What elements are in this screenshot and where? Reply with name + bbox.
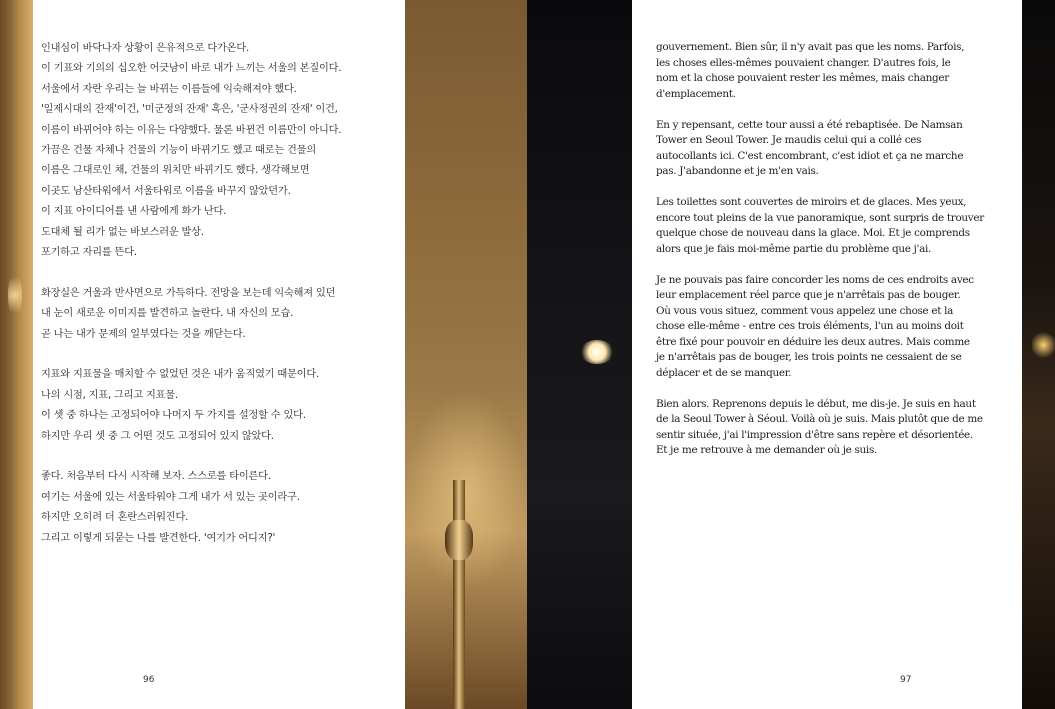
korean-line: 하지만 오히려 더 혼란스러워진다.	[41, 512, 189, 524]
korean-line: 이 기표와 기의의 십오한 어긋남이 바로 내가 느끼는 서울의 본질이다.	[41, 63, 342, 75]
french-line: encore tout pleins de la vue panoramique, sont surpris de trouver	[656, 211, 984, 224]
lamp-knob	[445, 520, 473, 560]
korean-line: 그리고 이렇게 되묻는 나를 발견한다. '여기가 어디지?'	[41, 532, 276, 544]
french-line: Je ne pouvais pas faire concorder les noms de ces endroits avec	[656, 273, 974, 286]
french-line: Tower en Seoul Tower. Je maudis celui qui a collé ces	[656, 134, 922, 146]
korean-line: 나의 시점, 지표, 그리고 지표물.	[41, 389, 178, 401]
french-line: d'emplacement.	[656, 87, 736, 100]
page-number-right: 97	[900, 675, 912, 685]
korean-line: 여기는 서울에 있는 서울타워야 그게 내가 서 있는 곳이라구.	[41, 491, 300, 503]
french-line: Les toilettes sont couvertes de miroirs et de glaces. Mes yeux,	[656, 196, 967, 208]
french-line: Et je me retrouve à me demander où je suis.	[656, 444, 877, 456]
french-line: sentir située, j'ai l'impression d'être sans repère et désorientée.	[656, 428, 973, 441]
korean-line: 좋다. 처음부터 다시 시작해 보자. 스스로를 타이른다.	[41, 471, 271, 483]
photo-strip-left	[0, 0, 33, 709]
french-line: les choses elles-mêmes pouvaient changer. D'autres fois, le	[656, 56, 951, 69]
korean-line: 지표와 지표물을 매치할 수 없었던 것은 내가 움직였기 때문이다.	[41, 369, 320, 381]
french-line: pas. J'abandonne et je m'en vais.	[656, 165, 819, 177]
french-line: leur emplacement réel parce que je n'arrêtais pas de bouger.	[656, 289, 961, 301]
korean-paragraph	[41, 467, 401, 549]
korean-line: 가끔은 건물 자체나 건물의 기능이 바뀌기도 했고 때로는 건물의	[41, 145, 316, 157]
french-paragraph	[656, 397, 1016, 459]
light-reflection	[580, 340, 614, 364]
paragraph-gap	[41, 263, 401, 283]
korean-line: '일제시대의 잔재'이건, '미군정의 잔재' 혹은, '군사정권의 잔재' 이건,	[41, 104, 338, 116]
korean-line: 포기하고 자리를 뜬다.	[41, 247, 137, 259]
french-line: je n'arrêtais pas de bouger, les trois points ne cessaient de se	[656, 351, 962, 363]
lamp-stem	[453, 480, 465, 709]
french-line: autocollants ici. C'est encombrant, c'est idiot et ça ne marche	[656, 149, 964, 162]
photo-strip-right	[1022, 0, 1055, 709]
french-line: Bien alors. Reprenons depuis le début, me dis-je. Je suis en haut	[656, 397, 976, 410]
french-line: être fixé pour pouvoir en déduire les deux autres. Mais comme	[656, 335, 970, 348]
french-paragraph	[656, 40, 1016, 102]
korean-line: 화장실은 거울과 반사면으로 가득하다. 전망을 보는데 익숙해져 있던	[41, 287, 336, 299]
korean-line: 이 셋 중 하나는 고정되어야 나머지 두 가지를 설정할 수 있다.	[41, 410, 306, 422]
korean-line: 인내심이 바닥나자 상황이 은유적으로 다가온다.	[41, 43, 250, 54]
korean-line: 서울에서 자란 우리는 늘 바뀌는 이름들에 익숙해져야 했다.	[41, 83, 297, 95]
korean-line: 도대체 될 리가 없는 바보스러운 발상.	[41, 226, 204, 238]
photo-strip-middle	[405, 0, 632, 709]
french-line: alors que je fais moi-même partie du problème que j'ai.	[656, 242, 932, 255]
french-paragraph	[656, 195, 1016, 257]
korean-line: 곧 나는 내가 문제의 일부였다는 것을 깨닫는다.	[41, 328, 246, 340]
french-body-text	[656, 40, 1016, 474]
french-line: nom et la chose pouvaient rester les mêmes, mais changer	[656, 72, 949, 84]
korean-line: 이곳도 남산타워에서 서울타워로 이름을 바꾸지 않았던가.	[41, 185, 291, 197]
french-line: chose elle-même - entre ces trois éléments, l'un au moins doit	[656, 320, 964, 332]
right-page	[632, 0, 1022, 709]
korean-line: 내 눈이 새로운 이미지를 발견하고 놀란다. 내 자신의 모습.	[41, 308, 294, 320]
left-page	[33, 0, 405, 709]
french-line: déplacer et de se manquer.	[656, 366, 792, 379]
french-paragraph	[656, 118, 1016, 180]
korean-paragraph	[41, 365, 401, 447]
korean-paragraph	[41, 39, 401, 263]
paragraph-gap	[41, 345, 401, 365]
korean-line: 이름은 그대로인 채, 건물의 위치만 바뀌기도 했다. 생각해보면	[41, 165, 310, 177]
french-line: Où vous vous situez, comment vous appelez une chose et la	[656, 304, 954, 317]
french-line: gouvernement. Bien sûr, il n'y avait pas que les noms. Parfois,	[656, 41, 965, 53]
korean-line: 이 지표 아이디어를 낸 사람에게 화가 난다.	[41, 206, 227, 218]
lamp-glow	[405, 390, 527, 590]
korean-line: 하지만 우리 셋 중 그 어떤 것도 고정되어 있지 않았다.	[41, 430, 274, 442]
page-number-left: 96	[143, 675, 155, 685]
korean-body-text	[41, 39, 401, 549]
french-paragraph	[656, 273, 1016, 382]
paragraph-gap	[41, 447, 401, 467]
korean-paragraph	[41, 284, 401, 345]
french-line: de la Seoul Tower à Séoul. Voilà où je suis. Mais plutôt que de me	[656, 413, 983, 425]
french-line: En y repensant, cette tour aussi a été rebaptisée. De Namsan	[656, 118, 963, 131]
french-line: quelque chose de nouveau dans la glace. Moi. Et je comprends	[656, 227, 970, 239]
korean-line: 이름이 바뀌어야 하는 이유는 다양했다. 물론 바뀐건 이름만이 아니다.	[41, 124, 342, 136]
